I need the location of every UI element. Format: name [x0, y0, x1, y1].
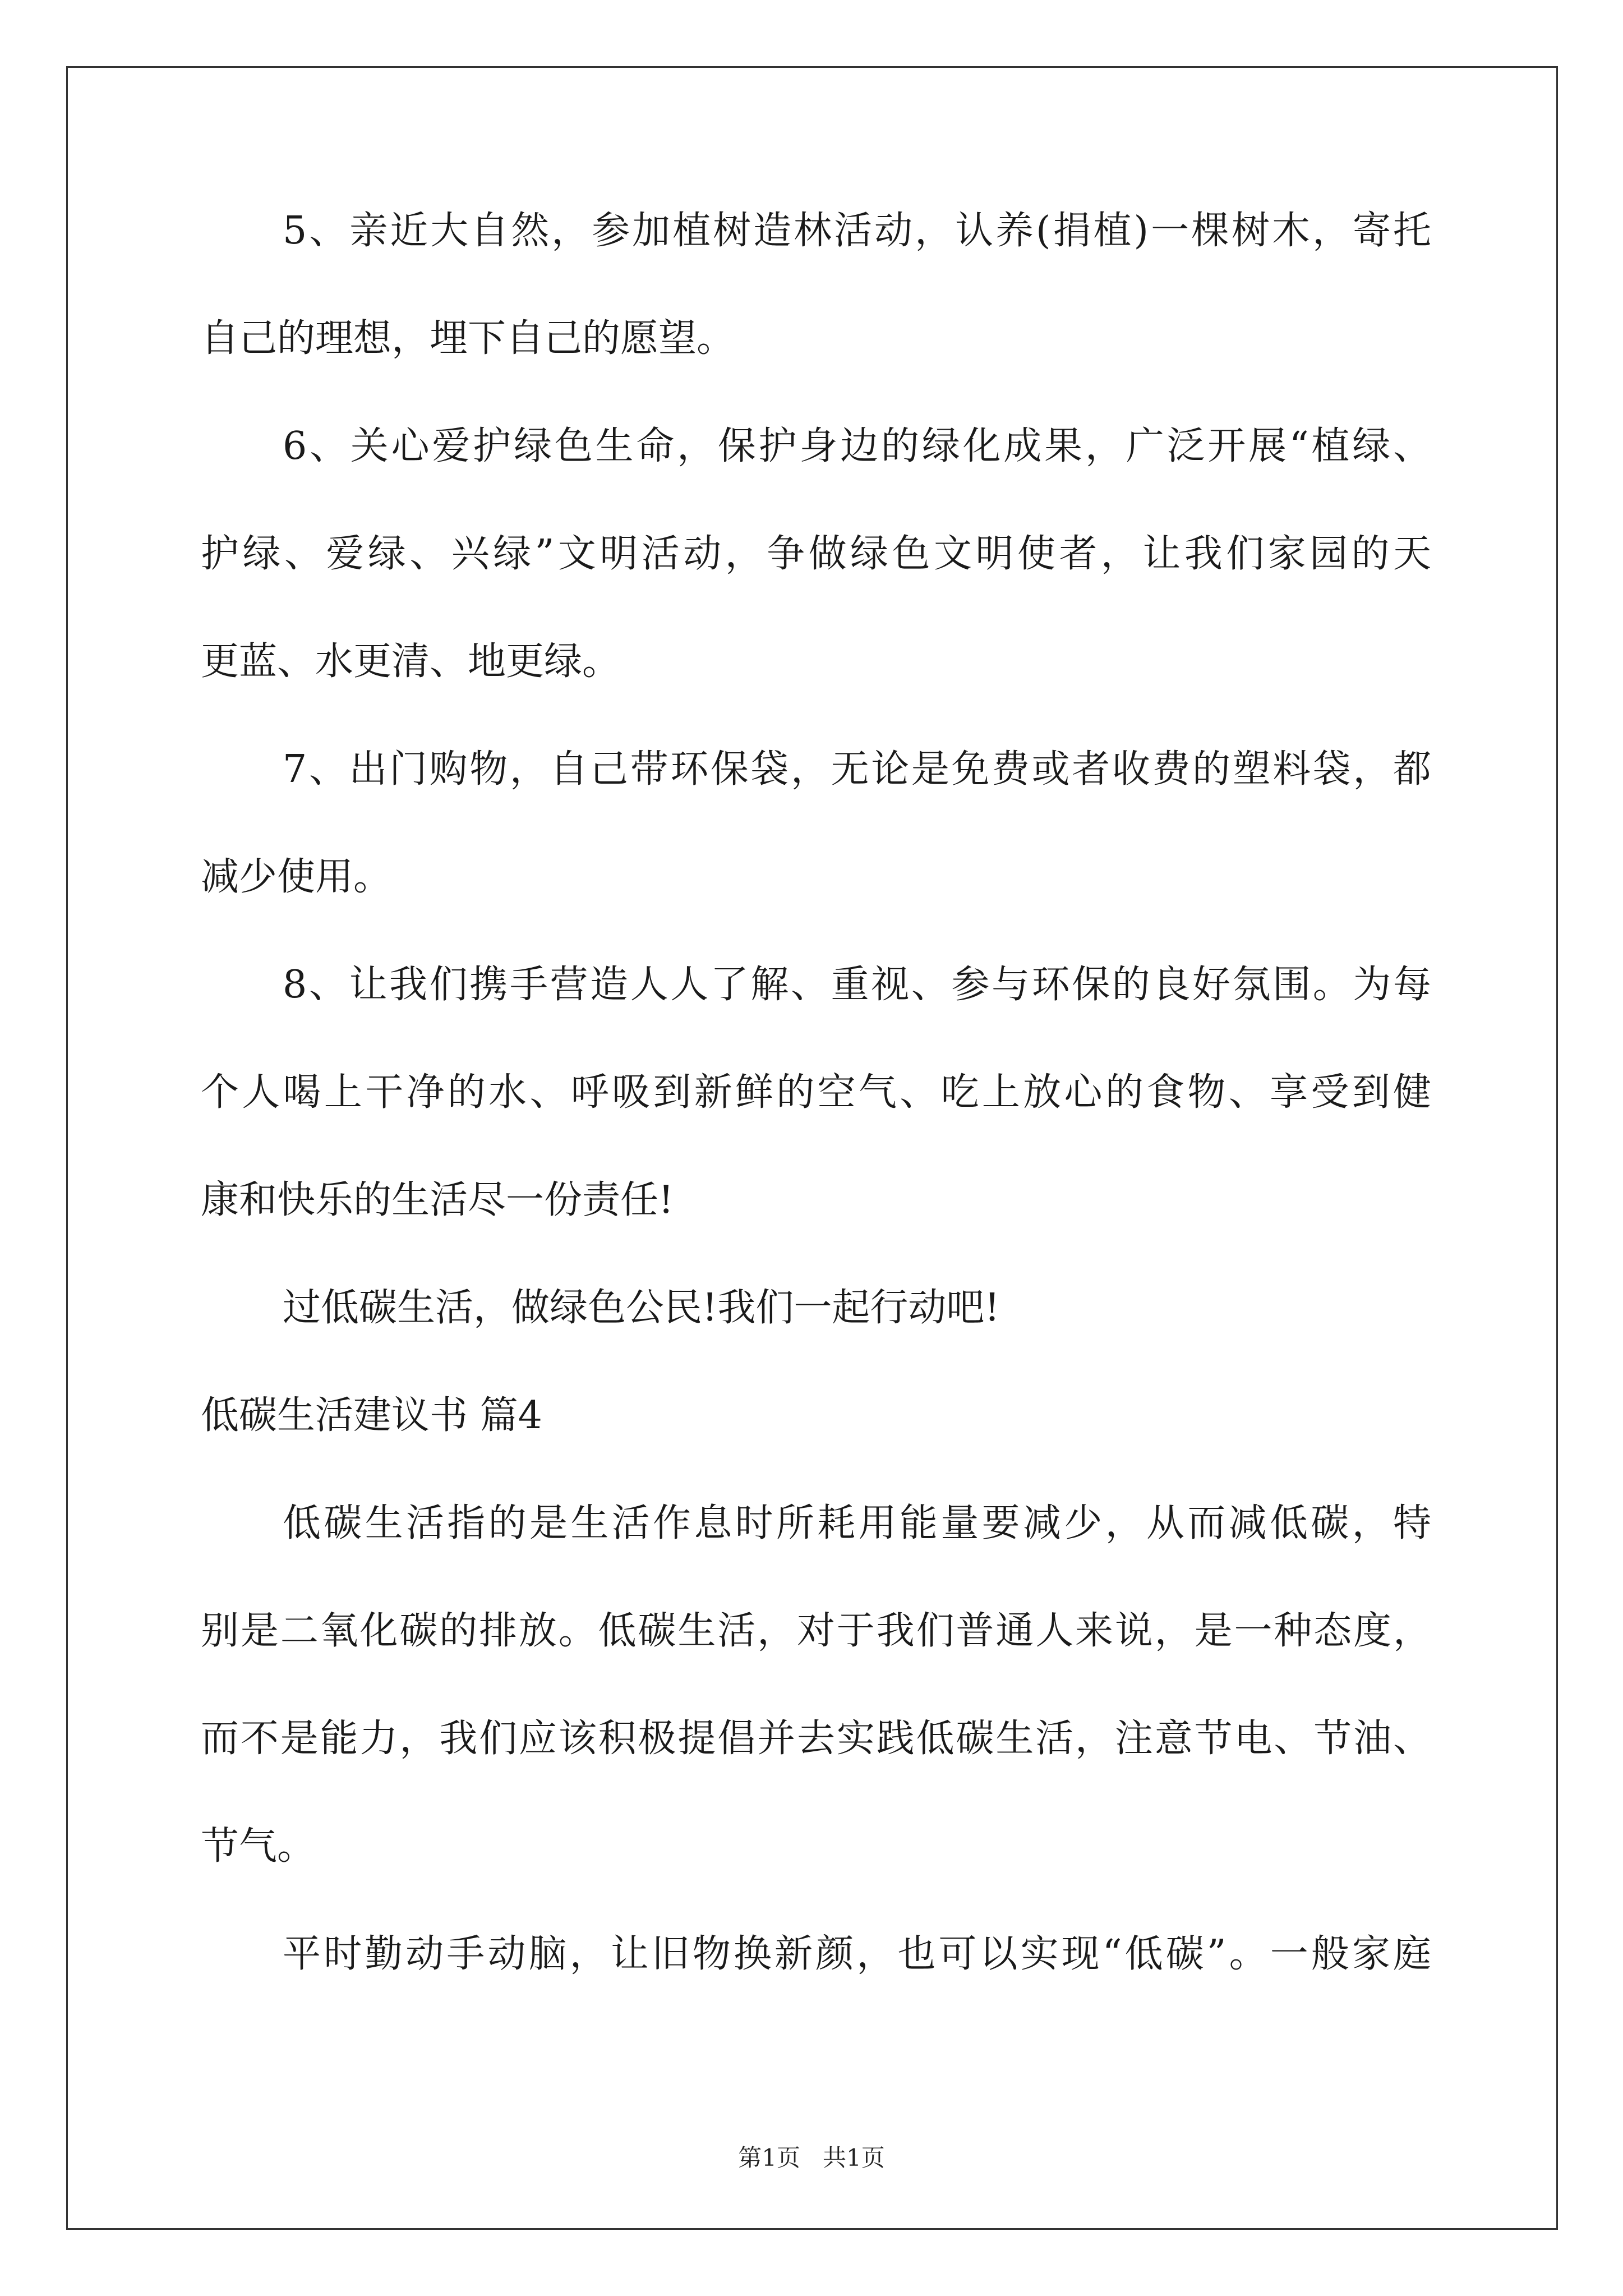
paragraph-line: 5、亲近大自然，参加植树造林活动，认养(捐植)一棵树木，寄托: [283, 209, 1431, 253]
paragraph-line: 低碳生活指的是生活作息时所耗用能量要减少，从而减低碳，特: [283, 1501, 1431, 1545]
paragraph-line: 节气。: [201, 1824, 316, 1869]
page-footer: 第1页 共1页: [738, 2144, 885, 2171]
paragraph-line: 更蓝、水更清、地更绿。: [201, 639, 621, 684]
paragraph-line: 个人喝上干净的水、呼吸到新鲜的空气、吃上放心的食物、享受到健: [201, 1070, 1431, 1115]
paragraph-line: 别是二氧化碳的排放。低碳生活，对于我们普通人来说，是一种态度，: [201, 1609, 1431, 1653]
paragraph-line: 6、关心爱护绿色生命，保护身边的绿化成果，广泛开展“植绿、: [283, 424, 1431, 468]
document-body: [201, 208, 1431, 2039]
paragraph-line: 减少使用。: [201, 855, 392, 899]
paragraph-line: 8、让我们携手营造人人了解、重视、参与环保的良好氛围。为每: [283, 963, 1431, 1007]
paragraph-line: 自己的理想，埋下自己的愿望。: [201, 316, 735, 361]
paragraph-line: 平时勤动手动脑，让旧物换新颜，也可以实现“低碳”。一般家庭: [283, 1932, 1431, 1976]
paragraph-line: 护绿、爱绿、兴绿”文明活动，争做绿色文明使者，让我们家园的天: [201, 532, 1431, 576]
paragraph-line: 康和快乐的生活尽一份责任!: [201, 1178, 674, 1222]
section-heading: 低碳生活建议书 篇4: [201, 1393, 542, 1438]
paragraph-line: 7、出门购物，自己带环保袋，无论是免费或者收费的塑料袋，都: [283, 747, 1431, 792]
paragraph-line: 过低碳生活，做绿色公民!我们一起行动吧!: [283, 1286, 1000, 1330]
paragraph-line: 而不是能力，我们应该积极提倡并去实践低碳生活，注意节电、节油、: [201, 1717, 1431, 1761]
